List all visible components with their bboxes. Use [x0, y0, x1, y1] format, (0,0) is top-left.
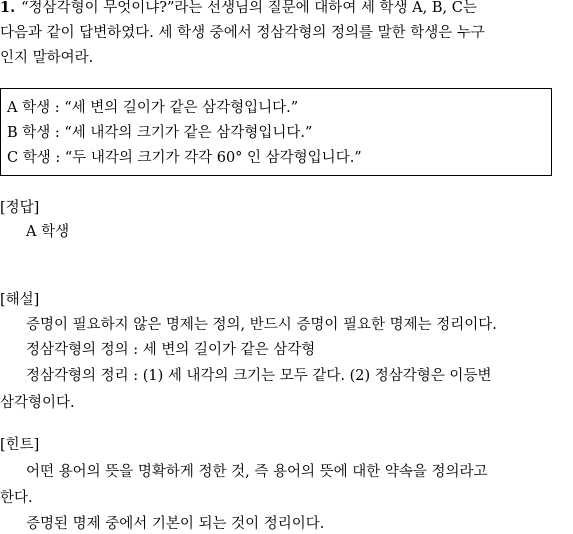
question-line-1 — [0, 0, 477, 18]
explanation-line-3: 정삼각형의 정리 : (1) 세 내각의 크기는 모두 같다. (2) 정삼각형은 이등변 — [26, 368, 492, 384]
student-c-answer: C 학생 : “두 내각의 크기가 각각 60° 인 삼각형입니다.” — [7, 150, 362, 166]
answer-text: A 학생 — [26, 224, 70, 240]
hint-line-2: 한다. — [0, 490, 33, 506]
student-b-answer: B 학생 : “세 내각의 크기가 같은 삼각형입니다.” — [7, 125, 313, 141]
hint-line-1: 어떤 용어의 뜻을 명확하게 정한 것, 즉 용어의 뜻에 대한 약속을 정의라고 — [26, 464, 488, 480]
answer-heading: [정답] — [0, 200, 40, 216]
explanation-line-1: 증명이 필요하지 않은 명제는 정의, 반드시 증명이 필요한 명제는 정리이다. — [26, 317, 497, 333]
hint-heading: [힌트] — [0, 437, 40, 453]
student-answers-box — [0, 88, 552, 176]
hint-line-3: 증명된 명제 중에서 기본이 되는 것이 정리이다. — [26, 516, 325, 532]
question-line-3: 인지 말하여라. — [0, 50, 94, 66]
student-a-answer: A 학생 : “세 변의 길이가 같은 삼각형입니다.” — [7, 100, 299, 116]
question-line-2: 다음과 같이 답변하였다. 세 학생 중에서 정삼각형의 정의를 말한 학생은 누구 — [0, 25, 485, 41]
explanation-heading: [해설] — [0, 292, 40, 308]
explanation-line-2: 정삼각형의 정의 : 세 변의 길이가 같은 삼각형 — [26, 342, 316, 358]
explanation-line-4: 삼각형이다. — [0, 395, 75, 411]
question-text-1: “정삼각형이 무엇이냐?”라는 선생님의 질문에 대하여 세 학생 A, B, C는 — [21, 0, 477, 16]
question-number: 1. — [0, 0, 16, 16]
